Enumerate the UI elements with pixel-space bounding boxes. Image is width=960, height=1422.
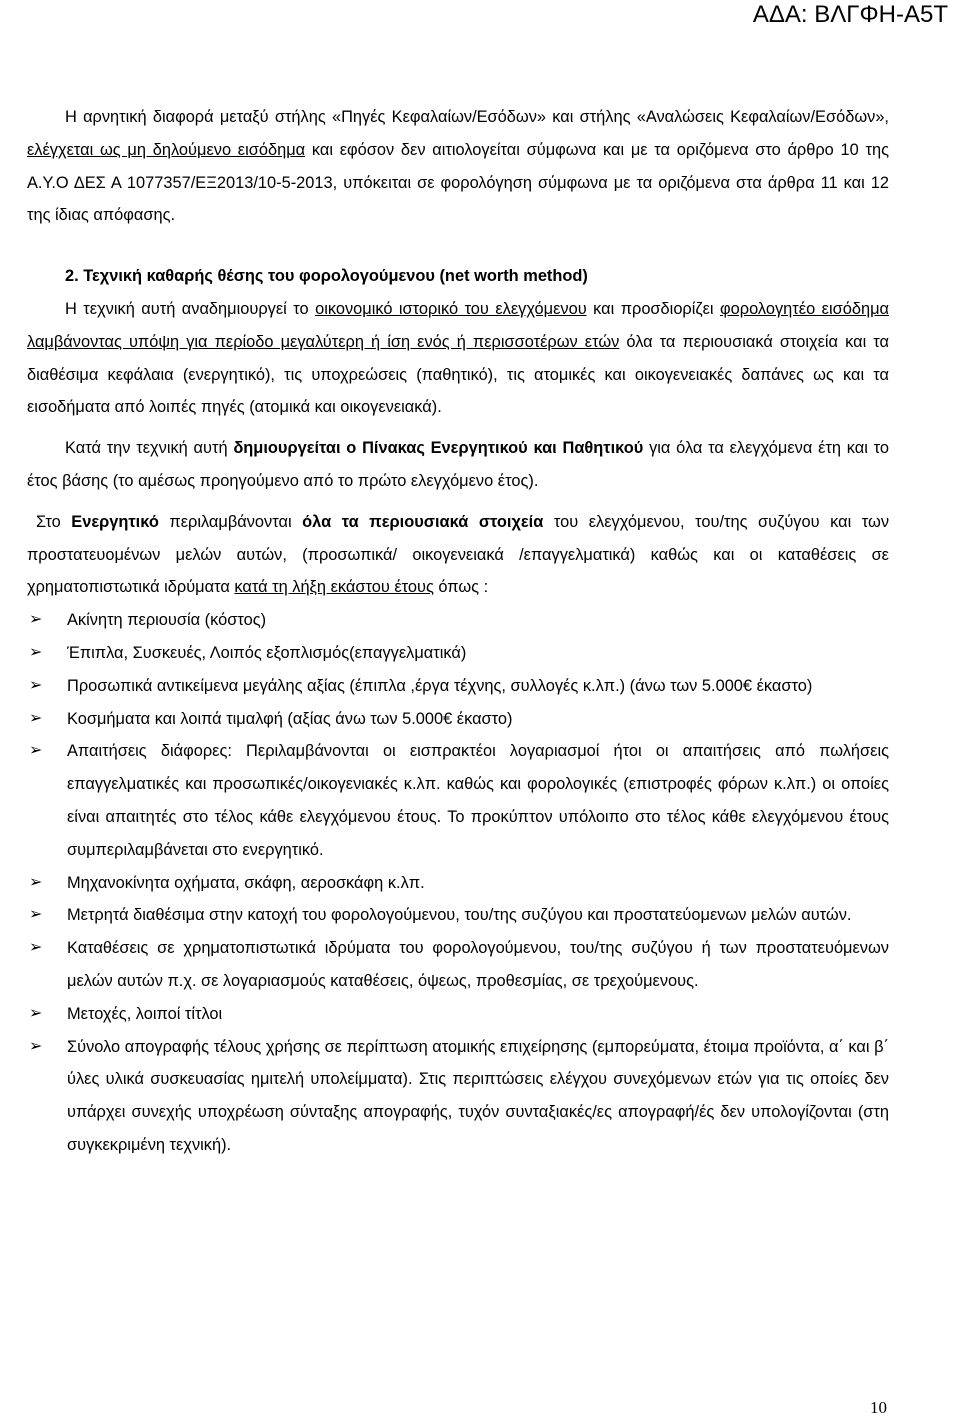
arrow-bullet-icon: ➢ [29,676,43,694]
arrow-bullet-icon: ➢ [29,1004,43,1022]
arrow-bullet-icon: ➢ [29,939,43,957]
arrow-bullet-icon: ➢ [29,906,43,924]
paragraph-negative-difference: Η αρνητική διαφορά μεταξύ στήλης «Πηγές Κεφαλαίων/Εσόδων» και στήλης «Αναλώσεις Κεφαλαίων/Εσόδων», ελέγχεται ως μη δηλούμενο εισόδημα και εφόσον δεν αιτιολογείται σύμφωνα και με τα οριζόμενα στο άρθρο 10 της Α.Υ.Ο ΔΕΣ Α 1077357/ΕΞ2013/10-5-2013, υπόκειται σε φορολόγηση σύμφωνα με τα οριζόμενα στα άρθρα 11 και 12 της ίδιας απόφασης. [27,108,889,225]
underlined-phrase: οικονομικό ιστορικό του ελεγχόμενου [315,299,587,318]
paragraph-table-creation: Κατά την τεχνική αυτή δημιουργείται ο Πίνακας Ενεργητικού και Παθητικού για όλα τα ελεγχόμενα έτη και το έτος βάσης (το αμέσως προηγούμενο από το πρώτο ελεγχόμενο έτος). [27,439,890,490]
list-item: ➢ Απαιτήσεις διάφορες: Περιλαμβάνονται οι εισπρακτέοι λογαριασμοί ήτοι οι απαιτήσεις από πωλήσεις επαγγελματικές και προσωπικές/οικογενιακές κ.λπ. καθώς και φορολογικές (επιστροφές φόρων κ.λπ.) οι οποίες είναι απαιτητές στο τέλος κάθε ελεγχόμενου έτους. Το προκύπτον υπόλοιπο στο τέλος κάθε ελεγχόμενου έτους συμπεριλαμβάνεται στο ενεργητικό. [27,735,889,866]
list-item: ➢ Έπιπλα, Συσκευές, Λοιπός εξοπλισμός(επαγγελματικά) [27,637,889,670]
list-item: ➢ Μετοχές, λοιποί τίτλοι [27,998,889,1031]
bold-phrase: δημιουργείται ο Πίνακας Ενεργητικού και Παθητικού [233,439,644,458]
ada-code: ΑΔΑ: ΒΛΓΦΗ-Α5Τ [752,1,948,28]
arrow-bullet-icon: ➢ [29,742,43,760]
arrow-bullet-icon: ➢ [29,1037,43,1055]
section-heading: 2. Τεχνική καθαρής θέσης του φορολογούμενου (net worth method) [65,267,588,286]
arrow-bullet-icon: ➢ [29,643,43,661]
list-item: ➢ Μηχανοκίνητα οχήματα, σκάφη, αεροσκάφη κ.λπ. [27,867,889,900]
list-item: ➢ Κοσμήματα και λοιπά τιμαλφή (αξίας άνω των 5.000€ έκαστο) [27,703,889,736]
arrow-bullet-icon: ➢ [29,611,43,629]
paragraph-assets: Στο Ενεργητικό περιλαμβάνονται όλα τα περιουσιακά στοιχεία του ελεγχόμενου, του/της συζύγου και των προστατευομένων μελών αυτών, (προσωπικά/ οικογενειακά /επαγγελματικά) καθώς και οι καταθέσεις σε χρηματοπιστωτικά ιδρύματα κατά τη λήξη εκάστου έτους όπως : [27,512,890,597]
list-item: ➢ Σύνολο απογραφής τέλους χρήσης σε περίπτωση ατομικής επιχείρησης (εμπορεύματα, έτοιμα προϊόντα, α΄ και β΄ ύλες υλικά συσκευασίας ημιτελή υπολείμματα). Στις περιπτώσεις ελέγχου συνεχόμενων ετών για τις οποίες δεν υπάρχει συνεχής υποχρέωση σύνταξης απογραφής, τυχόν συνταξιακές/ες απογραφή/ές δεν υπολογίζονται (στη συγκεκριμένη τεχνική). [27,1031,889,1162]
list-item: ➢ Ακίνητη περιουσία (κόστος) [27,604,889,637]
underlined-phrase: κατά τη λήξη εκάστου έτους [234,578,434,597]
underlined-phrase: ελέγχεται ως μη δηλούμενο εισόδημα [27,140,306,159]
arrow-bullet-icon: ➢ [29,709,43,727]
arrow-bullet-icon: ➢ [29,873,43,891]
bold-phrase: όλα τα περιουσιακά στοιχεία [302,512,544,531]
list-item: ➢ Μετρητά διαθέσιμα στην κατοχή του φορολογούμενου, του/της συζύγου και προστατεύομενων μελών αυτών. [27,899,889,932]
document-body [27,101,889,1162]
page-number: 10 [870,1398,887,1417]
list-item: ➢ Καταθέσεις σε χρηματοπιστωτικά ιδρύματα του φορολογούμενου, του/της συζύγου ή των προστατευόμενων μελών αυτών π.χ. σε λογαριασμούς καταθέσεις, όψεως, προθεσμίας, σε τρεχούμενους. [27,932,889,998]
assets-list [27,604,889,1162]
bold-phrase: Ενεργητικό [71,512,159,531]
paragraph-technique: Η τεχνική αυτή αναδημιουργεί το οικονομικό ιστορικό του ελεγχόμενου και προσδιορίζει φορολογητέο εισόδημα λαμβάνοντας υπόψη για περίοδο μεγαλύτερη ή ίση ενός ή περισσοτέρων ετών όλα τα περιουσιακά στοιχεία και τα διαθέσιμα κεφάλαια (ενεργητικό), τις υποχρεώσεις (παθητικό), τις ατομικές και οικογενειακές δαπάνες ως και τα εισοδήματα από λοιπές πηγές (ατομικά και οικογενειακά). [27,299,889,417]
list-item: ➢ Προσωπικά αντικείμενα μεγάλης αξίας (έπιπλα ,έργα τέχνης, συλλογές κ.λπ.) (άνω των 5.000€ έκαστο) [27,670,889,703]
underlined-phrase: φορολογητέο εισόδημα λαμβάνοντας υπόψη για περίοδο μεγαλύτερη ή ίση ενός ή περισσοτέρων ετών [27,299,889,351]
